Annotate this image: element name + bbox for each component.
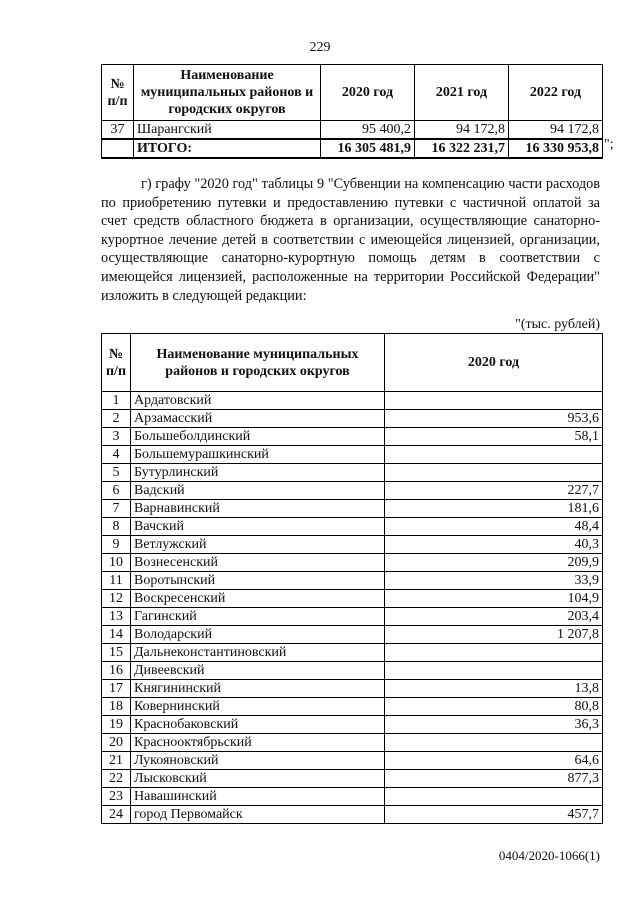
row-value: 953,6	[385, 410, 603, 428]
row-value: 877,3	[385, 770, 603, 788]
row-name: Вачский	[131, 518, 385, 536]
row-value: 104,9	[385, 590, 603, 608]
row-value: 58,1	[385, 428, 603, 446]
quote-suffix: ";	[604, 137, 614, 152]
table-row	[102, 788, 603, 806]
table-row	[102, 644, 603, 662]
row-value: 33,9	[385, 572, 603, 590]
total-2021: 16 322 231,7	[415, 139, 509, 158]
row-name: Бутурлинский	[131, 464, 385, 482]
table-row	[102, 608, 603, 626]
row-2021: 94 172,8	[415, 121, 509, 140]
row-name: Ардатовский	[131, 392, 385, 410]
row-name: Лысковский	[131, 770, 385, 788]
row-name: Воскресенский	[131, 590, 385, 608]
row-num: 17	[102, 680, 131, 698]
table-header-row	[102, 334, 603, 392]
row-value	[385, 734, 603, 752]
row-num: 3	[102, 428, 131, 446]
table-row	[102, 770, 603, 788]
row-value	[385, 392, 603, 410]
row-num: 23	[102, 788, 131, 806]
header-name: Наименование муниципальных районов и городских округов	[134, 65, 321, 121]
total-num	[102, 139, 134, 158]
row-num: 10	[102, 554, 131, 572]
table-row	[102, 806, 603, 824]
row-name: Ковернинский	[131, 698, 385, 716]
row-num: 5	[102, 464, 131, 482]
row-name: Ветлужский	[131, 536, 385, 554]
row-name: Дальнеконстантиновский	[131, 644, 385, 662]
header-name: Наименование муниципальных районов и городских округов	[131, 334, 385, 392]
table-row	[102, 392, 603, 410]
table-row	[102, 662, 603, 680]
row-num: 4	[102, 446, 131, 464]
row-name: Навашинский	[131, 788, 385, 806]
row-2020: 95 400,2	[321, 121, 415, 140]
row-name: Арзамасский	[131, 410, 385, 428]
row-num: 20	[102, 734, 131, 752]
row-value: 181,6	[385, 500, 603, 518]
row-num: 8	[102, 518, 131, 536]
row-name: Лукояновский	[131, 752, 385, 770]
table-row	[102, 428, 603, 446]
row-value: 203,4	[385, 608, 603, 626]
row-num: 18	[102, 698, 131, 716]
row-name: Княгининский	[131, 680, 385, 698]
row-num: 11	[102, 572, 131, 590]
row-value	[385, 788, 603, 806]
table-row	[102, 572, 603, 590]
table-row	[102, 121, 603, 140]
table-row	[102, 482, 603, 500]
row-name: Вознесенский	[131, 554, 385, 572]
row-name: Большеболдинский	[131, 428, 385, 446]
unit-label: "(тыс. рублей)	[515, 317, 600, 332]
row-value	[385, 644, 603, 662]
row-num: 7	[102, 500, 131, 518]
table-row	[102, 752, 603, 770]
table-row	[102, 698, 603, 716]
row-num: 15	[102, 644, 131, 662]
row-name: Вадский	[131, 482, 385, 500]
row-num: 24	[102, 806, 131, 824]
page-number: 229	[309, 40, 331, 55]
table-row	[102, 518, 603, 536]
total-2022: 16 330 953,8	[509, 139, 603, 158]
row-name: Шарангский	[134, 121, 321, 140]
row-num: 19	[102, 716, 131, 734]
table-row	[102, 554, 603, 572]
header-2020: 2020 год	[385, 334, 603, 392]
row-value: 48,4	[385, 518, 603, 536]
row-value: 40,3	[385, 536, 603, 554]
row-num: 12	[102, 590, 131, 608]
row-num: 1	[102, 392, 131, 410]
document-code: 0404/2020-1066(1)	[498, 848, 600, 863]
row-num: 16	[102, 662, 131, 680]
row-2022: 94 172,8	[509, 121, 603, 140]
header-2021: 2021 год	[415, 65, 509, 121]
row-name: город Первомайск	[131, 806, 385, 824]
row-value: 209,9	[385, 554, 603, 572]
row-value: 1 207,8	[385, 626, 603, 644]
row-num: 9	[102, 536, 131, 554]
row-name: Большемурашкинский	[131, 446, 385, 464]
row-value	[385, 662, 603, 680]
row-name: Воротынский	[131, 572, 385, 590]
row-num: 13	[102, 608, 131, 626]
table-row	[102, 500, 603, 518]
row-num: 6	[102, 482, 131, 500]
table-row	[102, 626, 603, 644]
table-body	[102, 392, 603, 824]
row-name: Володарский	[131, 626, 385, 644]
table-9-2020	[101, 333, 603, 824]
row-num: 37	[102, 121, 134, 140]
row-name: Дивеевский	[131, 662, 385, 680]
table-row	[102, 536, 603, 554]
row-value: 80,8	[385, 698, 603, 716]
row-name: Краснооктябрьский	[131, 734, 385, 752]
table-row	[102, 446, 603, 464]
row-value: 64,6	[385, 752, 603, 770]
row-value	[385, 464, 603, 482]
row-name: Гагинский	[131, 608, 385, 626]
row-num: 22	[102, 770, 131, 788]
total-label: ИТОГО:	[134, 139, 321, 158]
table-row	[102, 410, 603, 428]
table-row	[102, 680, 603, 698]
row-value: 36,3	[385, 716, 603, 734]
header-2022: 2022 год	[509, 65, 603, 121]
table-row	[102, 464, 603, 482]
table-row	[102, 590, 603, 608]
table-header-row	[102, 65, 603, 121]
row-value: 227,7	[385, 482, 603, 500]
row-value: 457,7	[385, 806, 603, 824]
row-value: 13,8	[385, 680, 603, 698]
row-num: 2	[102, 410, 131, 428]
row-num: 14	[102, 626, 131, 644]
amendment-paragraph: г) графу "2020 год" таблицы 9 "Субвенции на компенсацию части расходов по приобретению путевки и предоставлению путевки с частичной оплатой за счет средств областного бюджета в организации, осуществляющие санаторно-курортное лечение детей в соответствии с имеющейся лицензией, организации, осуществляющие санаторно-курортную помощь детям в соответствии с имеющейся лицензией, расположенные на территории Российской Федерации" изложить в следующей редакции:	[101, 176, 600, 304]
total-2020: 16 305 481,9	[321, 139, 415, 158]
row-name: Варнавинский	[131, 500, 385, 518]
header-2020: 2020 год	[321, 65, 415, 121]
total-row	[102, 139, 603, 158]
header-num: № п/п	[102, 65, 134, 121]
table-row	[102, 716, 603, 734]
row-name: Краснобаковский	[131, 716, 385, 734]
row-value	[385, 446, 603, 464]
header-num: № п/п	[102, 334, 131, 392]
row-num: 21	[102, 752, 131, 770]
subsidies-table-continuation	[101, 64, 603, 159]
table-row	[102, 734, 603, 752]
